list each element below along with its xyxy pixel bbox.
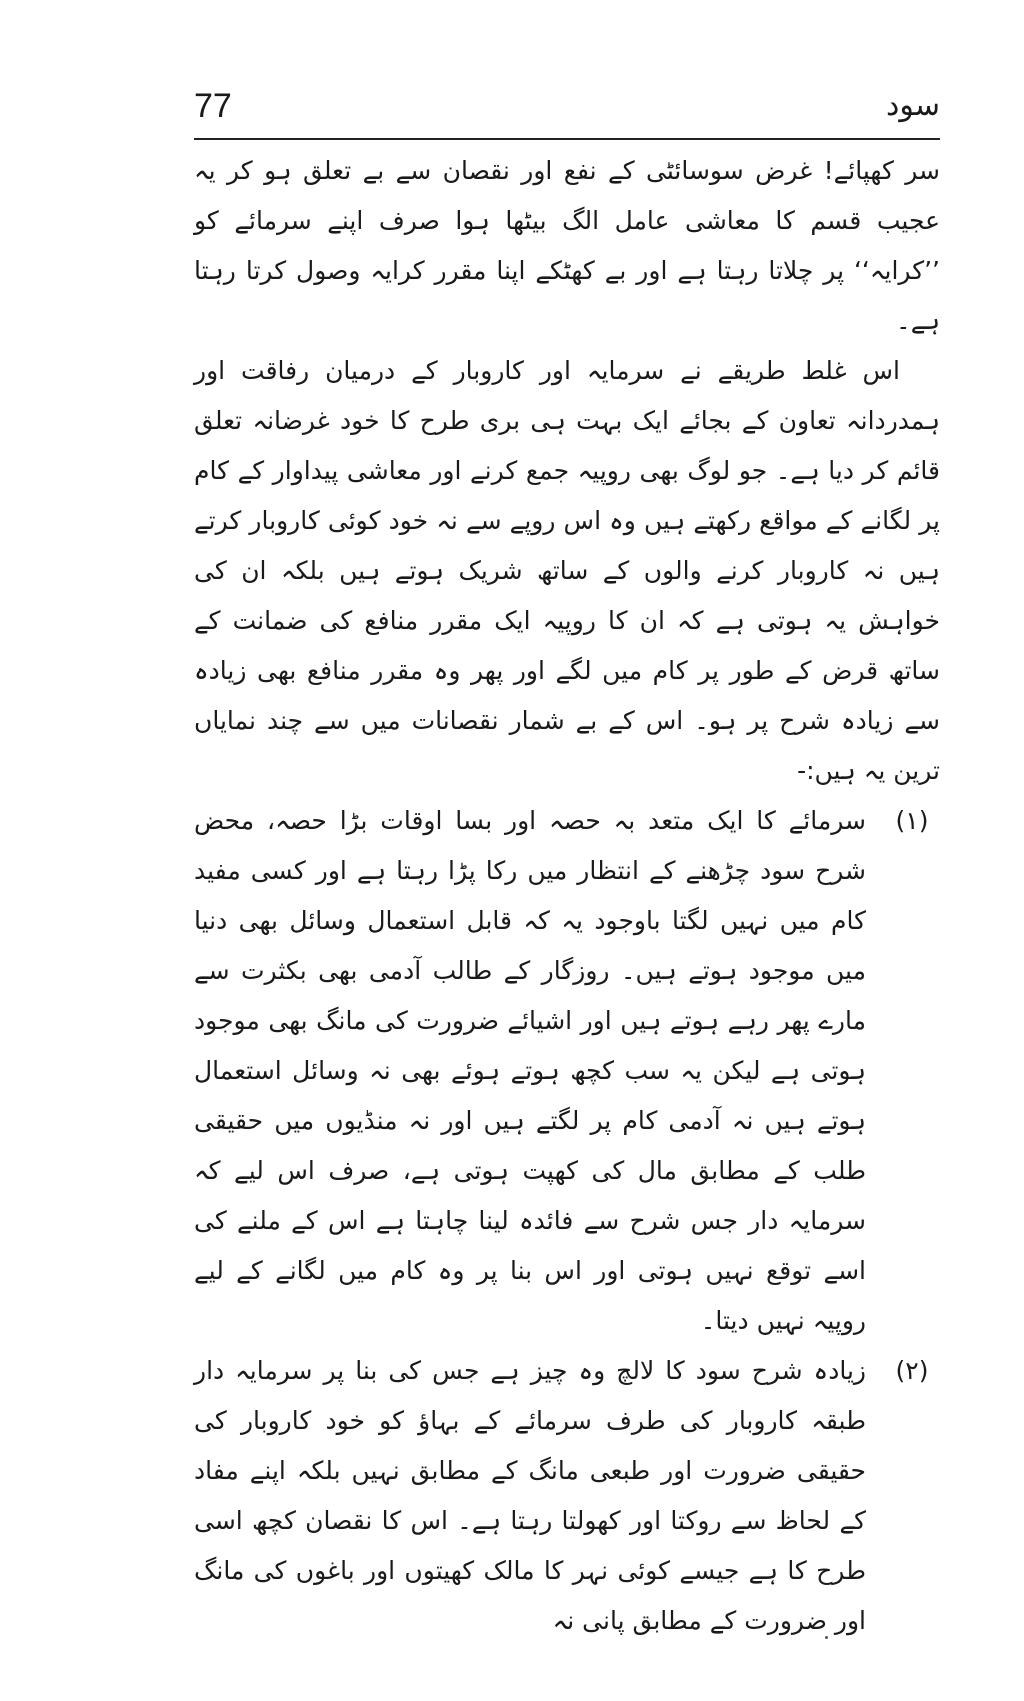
list-item-text: سرمائے کا ایک متعد بہ حصہ اور بسا اوقات بڑا حصہ، محض شرح سود چڑھنے کے انتظار میں رکا پڑا رہتا ہے اور کسی مفید کام میں نہیں لگتا باوجود یہ کہ قابل استعمال وسائل بھی دنیا میں موجود ہوتے ہیں۔ روزگار کے طالب آدمی بھی بکثرت سے مارے پھر رہے ہوتے ہیں اور اشیائے ضرورت کی مانگ بھی موجود ہوتی ہے لیکن یہ سب کچھ ہوتے ہوئے بھی نہ وسائل استعمال ہوتے ہیں نہ آدمی کام پر لگتے ہیں اور نہ منڈیوں میں حقیقی طلب کے مطابق مال کی کھپت ہوتی ہے، صرف اس لیے کہ سرمایہ دار جس شرح سے فائدہ لینا چاہتا ہے اس کے ملنے کی اسے توقع نہیں ہوتی اور اس بنا پر وہ کام میں لگانے کے لیے روپیہ نہیں دیتا۔ (194, 806, 866, 1335)
page-number: 77 (194, 87, 232, 125)
main-paragraph: اس غلط طریقے نے سرمایہ اور کاروبار کے درمیان رفاقت اور ہمدردانہ تعاون کے بجائے ایک بہت ہی بری طرح کا خود غرضانہ تعلق قائم کر دیا ہے۔ جو لوگ بھی روپیہ جمع کرنے اور معاشی پیداوار کے کام پر لگانے کے مواقع رکھتے ہیں وہ اس روپے سے نہ خود کوئی کاروبار کرتے ہیں نہ کاروبار کرنے والوں کے ساتھ شریک ہوتے ہیں بلکہ ان کی خواہش یہ ہوتی ہے کہ ان کا روپیہ ایک مقرر منافع کی ضمانت کے ساتھ قرض کے طور پر کام میں لگے اور پھر وہ مقرر منافع بھی زیادہ سے زیادہ شرح پر ہو۔ اس کے بے شمار نقصانات میں سے چند نمایاں ترین یہ ہیں:- (194, 356, 940, 785)
list-item (194, 796, 940, 1346)
scan-speck (825, 1636, 828, 1639)
list-item-number: (۱) (895, 806, 929, 835)
intro-paragraph: سر کھپائے! غرض سوسائٹی کے نفع اور نقصان سے بے تعلق ہو کر یہ عجیب قسم کا معاشی عامل الگ بیٹھا ہوا صرف اپنے سرمائے کو ’’کرایہ‘‘ پر چلاتا رہتا ہے اور بے کھٹکے اپنا مقرر کرایہ وصول کرتا رہتا ہے۔ (194, 156, 940, 335)
list-item (194, 1346, 940, 1646)
page-header (194, 86, 940, 136)
list-item-number: (۲) (895, 1356, 929, 1385)
list-item-text: زیادہ شرح سود کا لالچ وہ چیز ہے جس کی بنا پر سرمایہ دار طبقہ کاروبار کی طرف سرمائے کے بہاؤ کو خود کاروبار کی حقیقی ضرورت اور طبعی مانگ کے مطابق نہیں بلکہ اپنے مفاد کے لحاظ سے روکتا اور کھولتا رہتا ہے۔ اس کا نقصان کچھ اسی طرح کا ہے جیسے کوئی نہر کا مالک کھیتوں اور باغوں کی مانگ اور ضرورت کے مطابق پانی نہ (194, 1356, 866, 1635)
header-rule (194, 138, 940, 140)
page-body (194, 146, 940, 1646)
running-title: سود (886, 88, 940, 123)
